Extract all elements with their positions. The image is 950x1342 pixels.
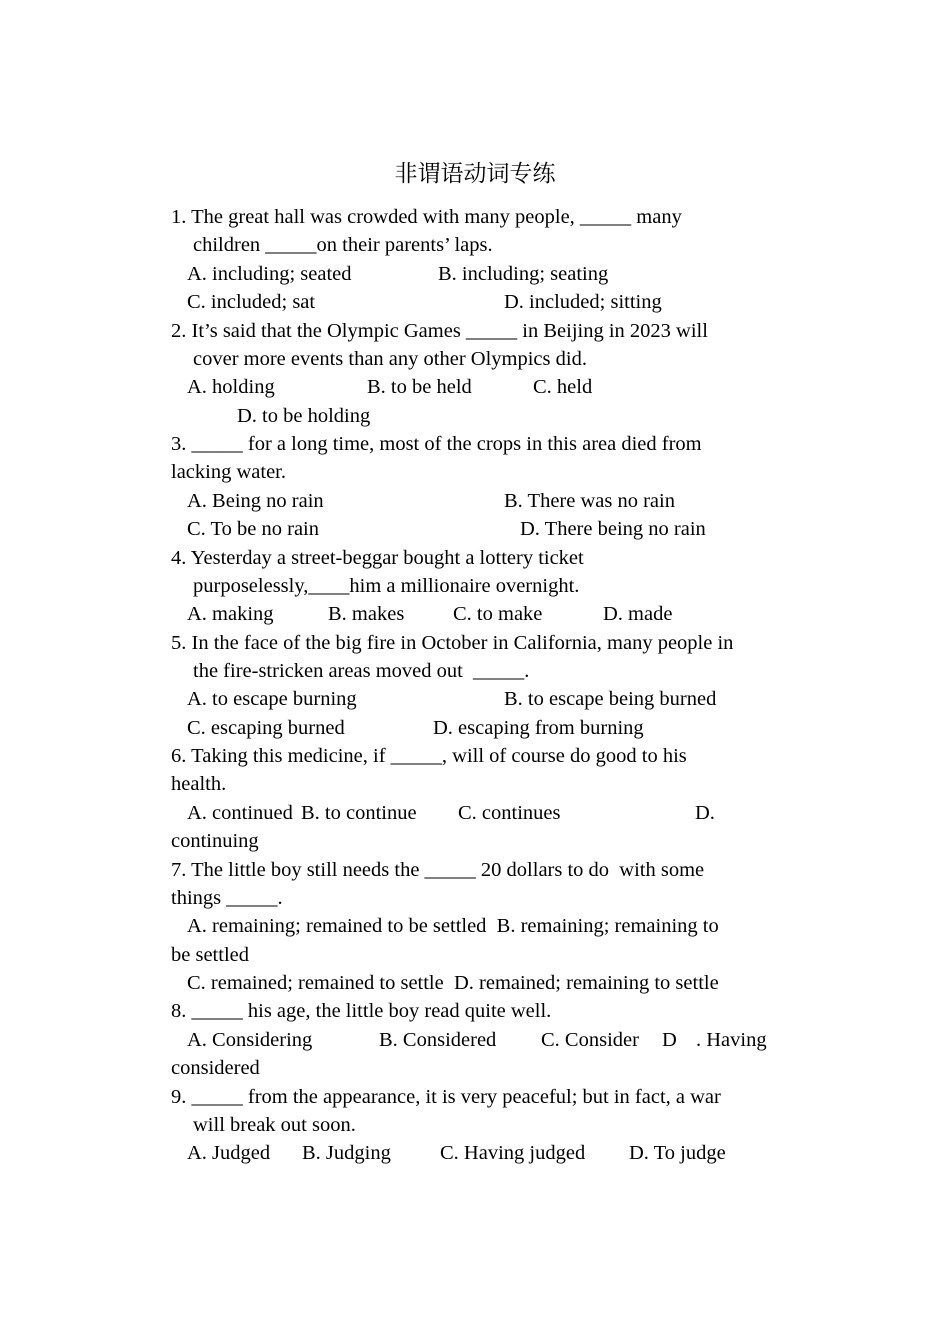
question-2-option-d: D. to be holding [237, 405, 371, 427]
question-8-option-c: C. Consider [541, 1029, 639, 1051]
question-6-option-a: A. continued [187, 802, 293, 824]
question-4-option-b: B. makes [328, 603, 405, 625]
question-9-stem-line-1: 9. _____ from the appearance, it is very peaceful; but in fact, a war [171, 1086, 721, 1108]
question-6-option-d-text: continuing [171, 830, 259, 852]
question-9-option-b: B. Judging [302, 1142, 391, 1164]
question-8-option-d-label: D [662, 1029, 677, 1051]
question-5-stem-line-1: 5. In the face of the big fire in October in California, many people in [171, 632, 734, 654]
question-8-option-d-cont: considered [171, 1057, 260, 1079]
question-6-stem-line-1: 6. Taking this medicine, if _____, will of course do good to his [171, 745, 687, 767]
question-3-stem-line-2: lacking water. [171, 461, 286, 483]
question-7-options-ab: A. remaining; remained to be settled B. remaining; remaining to [187, 915, 719, 937]
question-8-option-a: A. Considering [187, 1029, 313, 1051]
question-1-stem-line-2: children _____on their parents’ laps. [193, 234, 493, 256]
question-2-option-c: C. held [533, 376, 593, 398]
question-7-stem-line-2: things _____. [171, 887, 283, 909]
question-6-option-c: C. continues [458, 802, 561, 824]
question-3-stem-line-1: 3. _____ for a long time, most of the crops in this area died from [171, 433, 702, 455]
question-4-stem-line-1: 4. Yesterday a street-beggar bought a lottery ticket [171, 547, 584, 569]
question-1-option-c: C. included; sat [187, 291, 316, 313]
question-5-stem-line-2: the fire-stricken areas moved out _____. [193, 660, 530, 682]
question-5-option-b: B. to escape being burned [504, 688, 717, 710]
question-9-option-a: A. Judged [187, 1142, 271, 1164]
question-1-option-d: D. included; sitting [504, 291, 662, 313]
question-5-option-d: D. escaping from burning [433, 717, 644, 739]
question-4-option-a: A. making [187, 603, 274, 625]
question-2-option-b: B. to be held [367, 376, 472, 398]
question-2-stem-line-1: 2. It’s said that the Olympic Games _____ in Beijing in 2023 will [171, 320, 708, 342]
question-6-option-b: B. to continue [301, 802, 417, 824]
question-7-options-ab-cont: be settled [171, 944, 249, 966]
question-3-option-c: C. To be no rain [187, 518, 319, 540]
question-8-option-b: B. Considered [379, 1029, 497, 1051]
question-7-stem-line-1: 7. The little boy still needs the _____ 20 dollars to do with some [171, 859, 705, 881]
question-2-stem-line-2: cover more events than any other Olympics did. [193, 348, 587, 370]
question-3-option-a: A. Being no rain [187, 490, 324, 512]
question-3-option-b: B. There was no rain [504, 490, 675, 512]
question-1-option-b: B. including; seating [438, 263, 609, 285]
question-9-stem-line-2: will break out soon. [193, 1114, 356, 1136]
question-8-stem-line-1: 8. _____ his age, the little boy read quite well. [171, 1000, 552, 1022]
question-5-option-a: A. to escape burning [187, 688, 357, 710]
question-5-option-c: C. escaping burned [187, 717, 345, 739]
question-9-option-d: D. To judge [629, 1142, 726, 1164]
page-title: 非谓语动词专练 [394, 161, 556, 187]
question-1-stem-line-1: 1. The great hall was crowded with many people, _____ many [171, 206, 682, 228]
question-7-options-cd: C. remained; remained to settle D. remained; remaining to settle [187, 972, 719, 994]
question-1-option-a: A. including; seated [187, 263, 352, 285]
question-4-option-c: C. to make [453, 603, 543, 625]
question-4-option-d: D. made [603, 603, 673, 625]
question-4-stem-line-2: purposelessly,____him a millionaire overnight. [193, 575, 580, 597]
question-3-option-d: D. There being no rain [520, 518, 706, 540]
question-8-option-d-text: . Having [696, 1029, 767, 1051]
question-9-option-c: C. Having judged [440, 1142, 586, 1164]
question-2-option-a: A. holding [187, 376, 275, 398]
question-6-stem-line-2: health. [171, 773, 227, 795]
question-6-option-d-label: D. [695, 802, 715, 824]
